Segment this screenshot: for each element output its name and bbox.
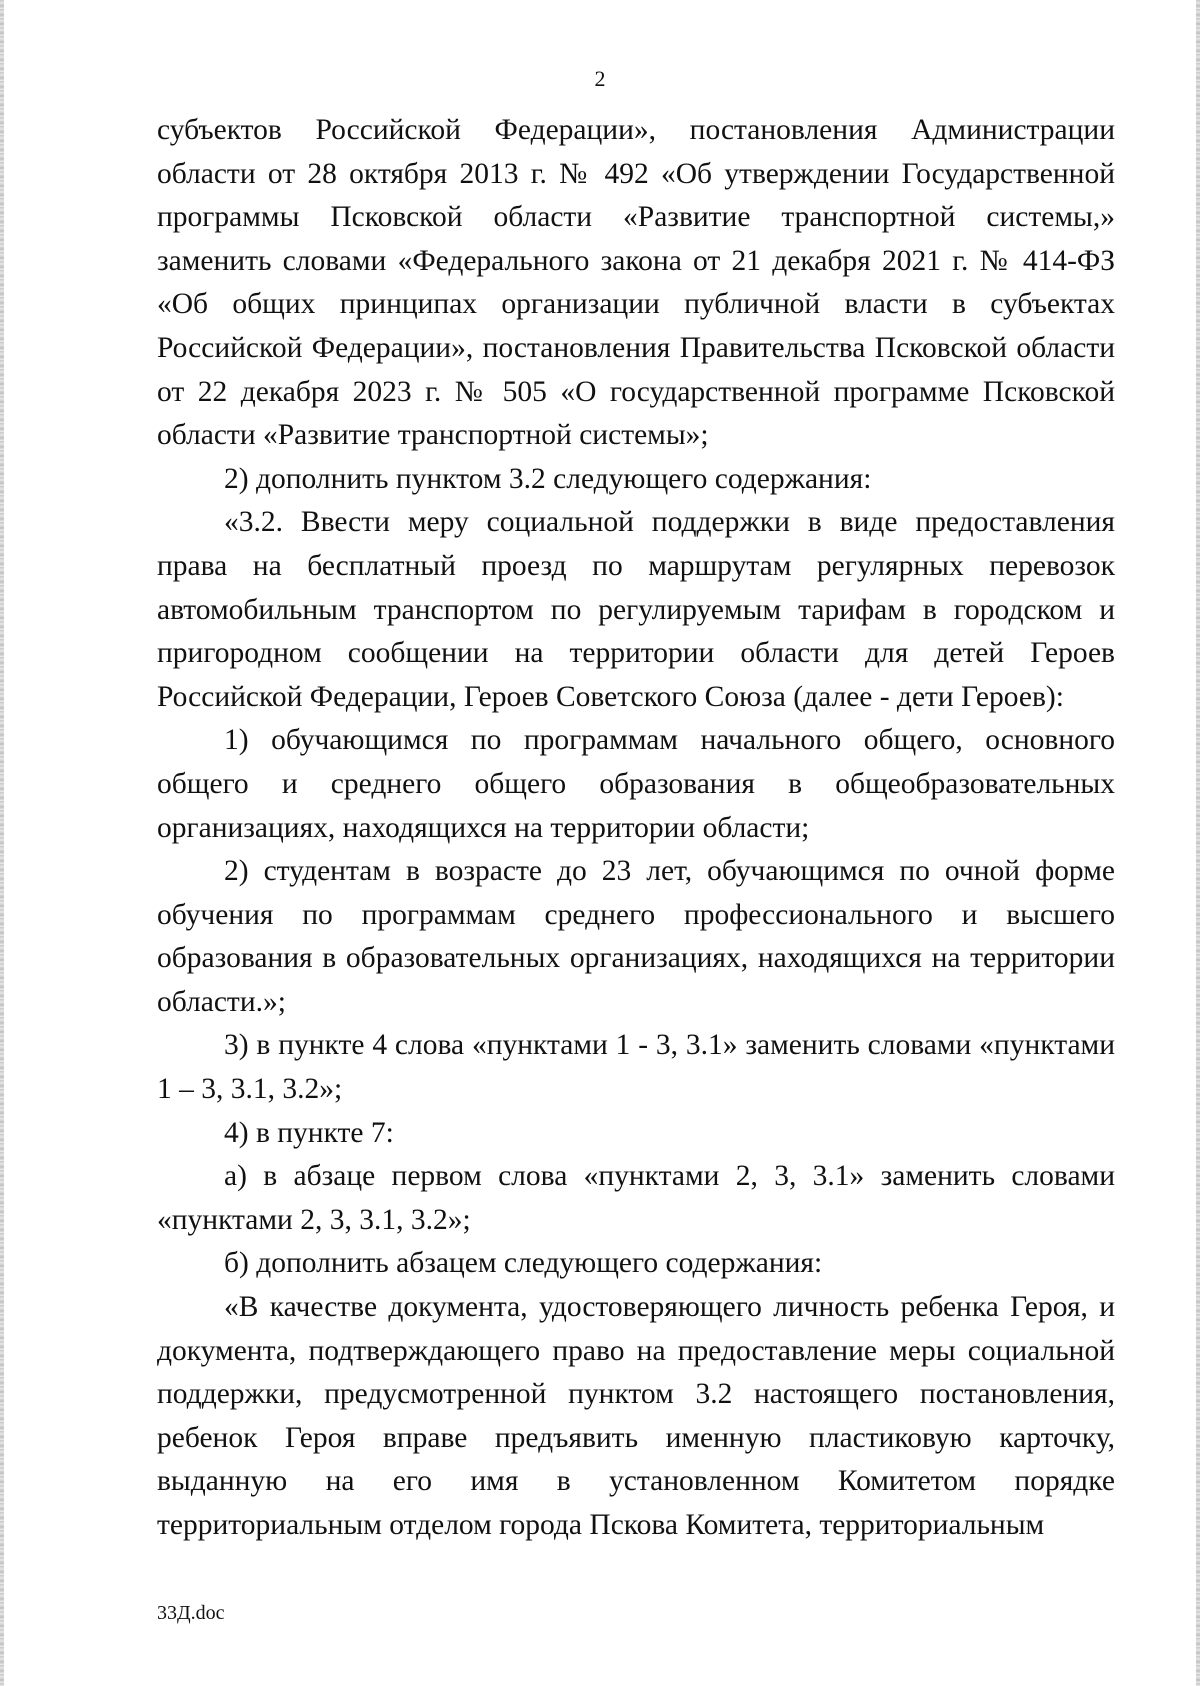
paragraph-item-2: 2) дополнить пунктом 3.2 следующего содержания: xyxy=(224,462,872,495)
paragraph-new-abzac: «В качестве документа, удостоверяющего личность ребенка Героя, и документа, подтверждающего право на предоставление меры социальной поддержки, предусмотренной пунктом 3.2 настоящего постановления, ребенок Героя вправе предъявить именную пластиковую карточку, выданную на его имя в установленном Комитетом порядке территориальным отделом города Пскова Комитета, территориальным xyxy=(157,1291,1115,1541)
paragraph-item-3: 3) в пункте 4 слова «пунктами 1 - 3, 3.1» заменить словами «пунктами 1 – 3, 3.1, 3.2»; xyxy=(157,1029,1115,1106)
scan-edge-right xyxy=(1196,0,1200,1686)
paragraph-item-4: 4) в пункте 7: xyxy=(224,1116,394,1149)
paragraph-subitem-2: 2) студентам в возрасте до 23 лет, обучающимся по очной форме обучения по программам среднего профессионального и высшего образования в образовательных организациях, находящихся на территории области.»; xyxy=(157,855,1115,1018)
paragraph-clause-3-2: «3.2. Ввести меру социальной поддержки в виде предоставления права на бесплатный проезд по маршрутам регулярных перевозок автомобильным транспортом по регулируемым тарифам в городском и пригородном сообщении на территории области для детей Героев Российской Федерации, Героев Советского Союза (далее - дети Героев): xyxy=(157,506,1115,713)
paragraph-subitem-1: 1) обучающимся по программам начального общего, основного общего и среднего общего образования в общеобразовательных организациях, находящихся на территории области; xyxy=(157,724,1115,844)
paragraph-subitem-a: а) в абзаце первом слова «пунктами 2, 3, 3.1» заменить словами «пунктами 2, 3, 3.1, 3.2»; xyxy=(157,1160,1115,1236)
scan-edge-left xyxy=(0,0,4,1686)
paragraph-subitem-b: б) дополнить абзацем следующего содержания: xyxy=(224,1247,823,1280)
footer-filename: 33Д.doc xyxy=(157,1602,225,1624)
document-body xyxy=(157,109,1115,1548)
page-number: 2 xyxy=(594,66,606,91)
paragraph-continuation: субъектов Российской Федерации», постановления Администрации области от 28 октября 2013 г. № 492 «Об утверждении Государственной программы Псковской области «Развитие транспортной системы,» заменить словами «Федерального закона от 21 декабря 2021 г. № 414-ФЗ «Об общих принципах организации публичной власти в субъектах Российской Федерации», постановления Правительства Псковской области от 22 декабря 2023 г. № 505 «О государственной программе Псковской области «Развитие транспортной системы»; xyxy=(157,114,1115,452)
